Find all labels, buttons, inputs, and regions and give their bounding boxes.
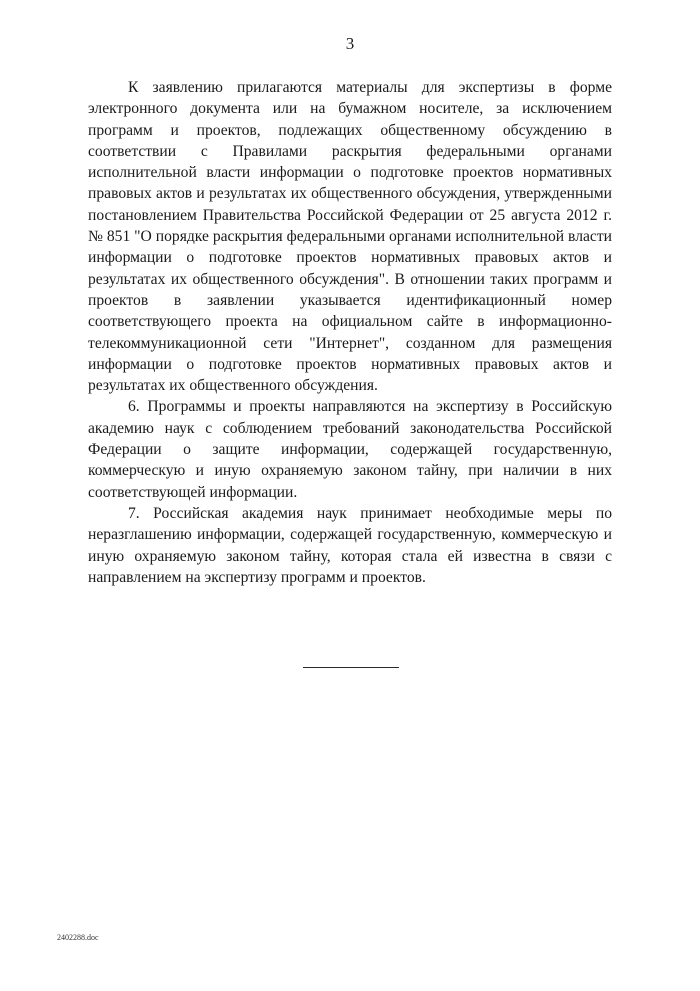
paragraph-7: 7. Российская академия наук принимает необходимые меры по неразглашению информации, содержащей государственную, коммерческую и иную охраняемую законом тайну, которая стала ей известна в связи с направлением на экспертизу программ и проектов. <box>88 504 612 586</box>
document-body <box>88 77 612 588</box>
page-number: 3 <box>345 34 355 53</box>
end-of-document-rule <box>303 667 399 668</box>
paragraph-6: 6. Программы и проекты направляются на экспертизу в Российскую академию наук с соблюдением требований законодательства Российской Федерации о защите информации, содержащей государственную, коммерческую и иную охраняемую законом тайну, при наличии в них соответствующей информации. <box>88 398 612 501</box>
footer-filename: 2402288.doc <box>57 933 99 942</box>
paragraph-attachments: К заявлению прилагаются материалы для экспертизы в форме электронного документа или на бумажном носителе, за исключением программ и проектов, подлежащих общественному обсуждению в соответствии с Правилами раскрытия федеральными органами исполнительной власти информации о подготовке проектов нормативных правовых актов и результатах их общественного обсуждения, утвержденными постановлением Правительства Российской Федерации от 25 августа 2012 г. № 851 "О порядке раскрытия федеральными органами исполнительной власти информации о подготовке проектов нормативных правовых актов и результатах их общественного обсуждения". В отношении таких программ и проектов в заявлении указывается идентификационный номер соответствующего проекта на официальном сайте в информационно-телекоммуникационной сети "Интернет", созданном для размещения информации о подготовке проектов нормативных правовых актов и результатах их общественного обсуждения. <box>88 79 612 395</box>
